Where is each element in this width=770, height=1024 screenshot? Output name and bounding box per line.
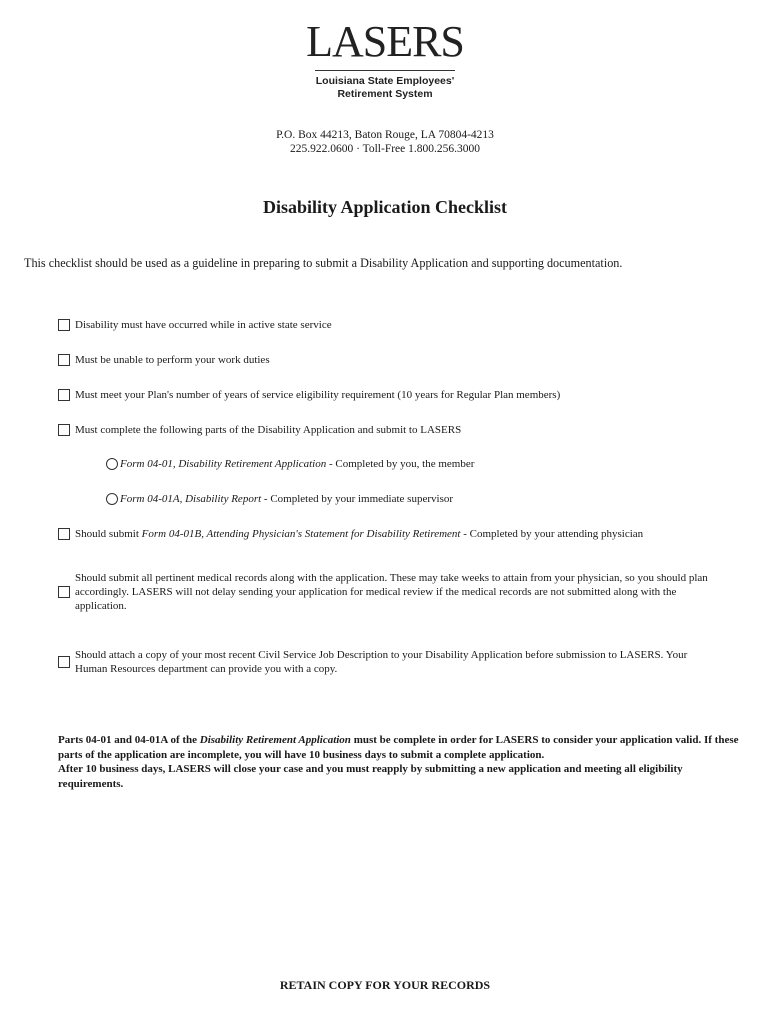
form-description: - Completed by your immediate supervisor [261,493,454,505]
checkbox-service-eligibility[interactable] [58,389,70,401]
page-title: Disability Application Checklist [262,197,508,217]
form-description: - Completed by you, the member [326,458,475,470]
logo-subtitle-line2: Retirement System [337,88,433,100]
lasers-logo [0,17,770,101]
checklist-item-unable-to-work [58,353,270,367]
form-name: Form 04-01A, Disability Report [120,493,262,505]
checklist-item-service-eligibility [58,388,560,402]
sub-item-form-04-01a [106,492,453,506]
checklist-item-label: Should submit all pertinent medical records along with the application. These may take weeks to attain from your physician, so you should plan accordingly. LASERS will not delay sending your application for medical review if the medical records are not submitted along with the application. [75,572,708,612]
form-description: - Completed by your attending physician [460,528,644,540]
logo-wordmark: LASERS [306,17,464,66]
logo-divider [315,70,455,71]
address-line: P.O. Box 44213, Baton Rouge, LA 70804-4213 [276,129,494,141]
checklist-item-physician-statement [58,527,643,541]
form-name: Form 04-01, Disability Retirement Application [120,458,327,470]
intro-text: This checklist should be used as a guideline in preparing to submit a Disability Application and supporting documentation. [24,256,623,270]
checkbox-medical-records[interactable] [58,586,70,598]
checklist-item-medical-records [58,571,715,613]
radio-form-04-01a[interactable] [106,493,118,505]
checkbox-job-description[interactable] [58,656,70,668]
notice-text: Parts 04-01 and 04-01A of the [58,734,200,746]
checklist-item-label: Must complete the following parts of the Disability Application and submit to LASERS [75,424,462,436]
checkbox-active-service[interactable] [58,319,70,331]
retain-copy-footer: RETAIN COPY FOR YOUR RECORDS [279,978,491,992]
sub-item-form-04-01 [106,457,474,471]
radio-form-04-01[interactable] [106,458,118,470]
checklist-item-label: Should attach a copy of your most recent Civil Service Job Description to your Disability Application before submission to LASERS. Your Human Resources department can provide you with a copy. [75,649,688,675]
checkbox-complete-parts[interactable] [58,424,70,436]
checklist-item-label: Must be unable to perform your work duties [75,354,270,366]
notice-text: must be complete in order for LASERS to consider your application valid. If these parts of the application are incomplete, you will have 10 business days to submit a complete application. [58,734,739,761]
checkbox-unable-to-work[interactable] [58,354,70,366]
checklist-item-active-service [58,318,332,332]
form-name: Form 04-01B, Attending Physician's Statement for Disability Retirement [141,528,461,540]
completion-notice [58,733,748,791]
item-prefix: Should submit [75,528,142,540]
contact-address [0,128,770,156]
notice-form-name: Disability Retirement Application [199,734,351,746]
checklist-item-label: Disability must have occurred while in active state service [75,319,332,331]
checklist-item-complete-parts [58,423,461,437]
checklist-item-label: Must meet your Plan's number of years of service eligibility requirement (10 years for Regular Plan members) [75,389,561,401]
logo-subtitle-line1: Louisiana State Employees' [315,75,455,87]
notice-text: After 10 business days, LASERS will close your case and you must reapply by submitting a new application and meeting all eligibility requirements. [58,763,683,790]
checkbox-physician-statement[interactable] [58,528,70,540]
checklist-item-job-description [58,648,715,676]
phone-line: 225.922.0600 · Toll-Free 1.800.256.3000 [290,143,480,155]
